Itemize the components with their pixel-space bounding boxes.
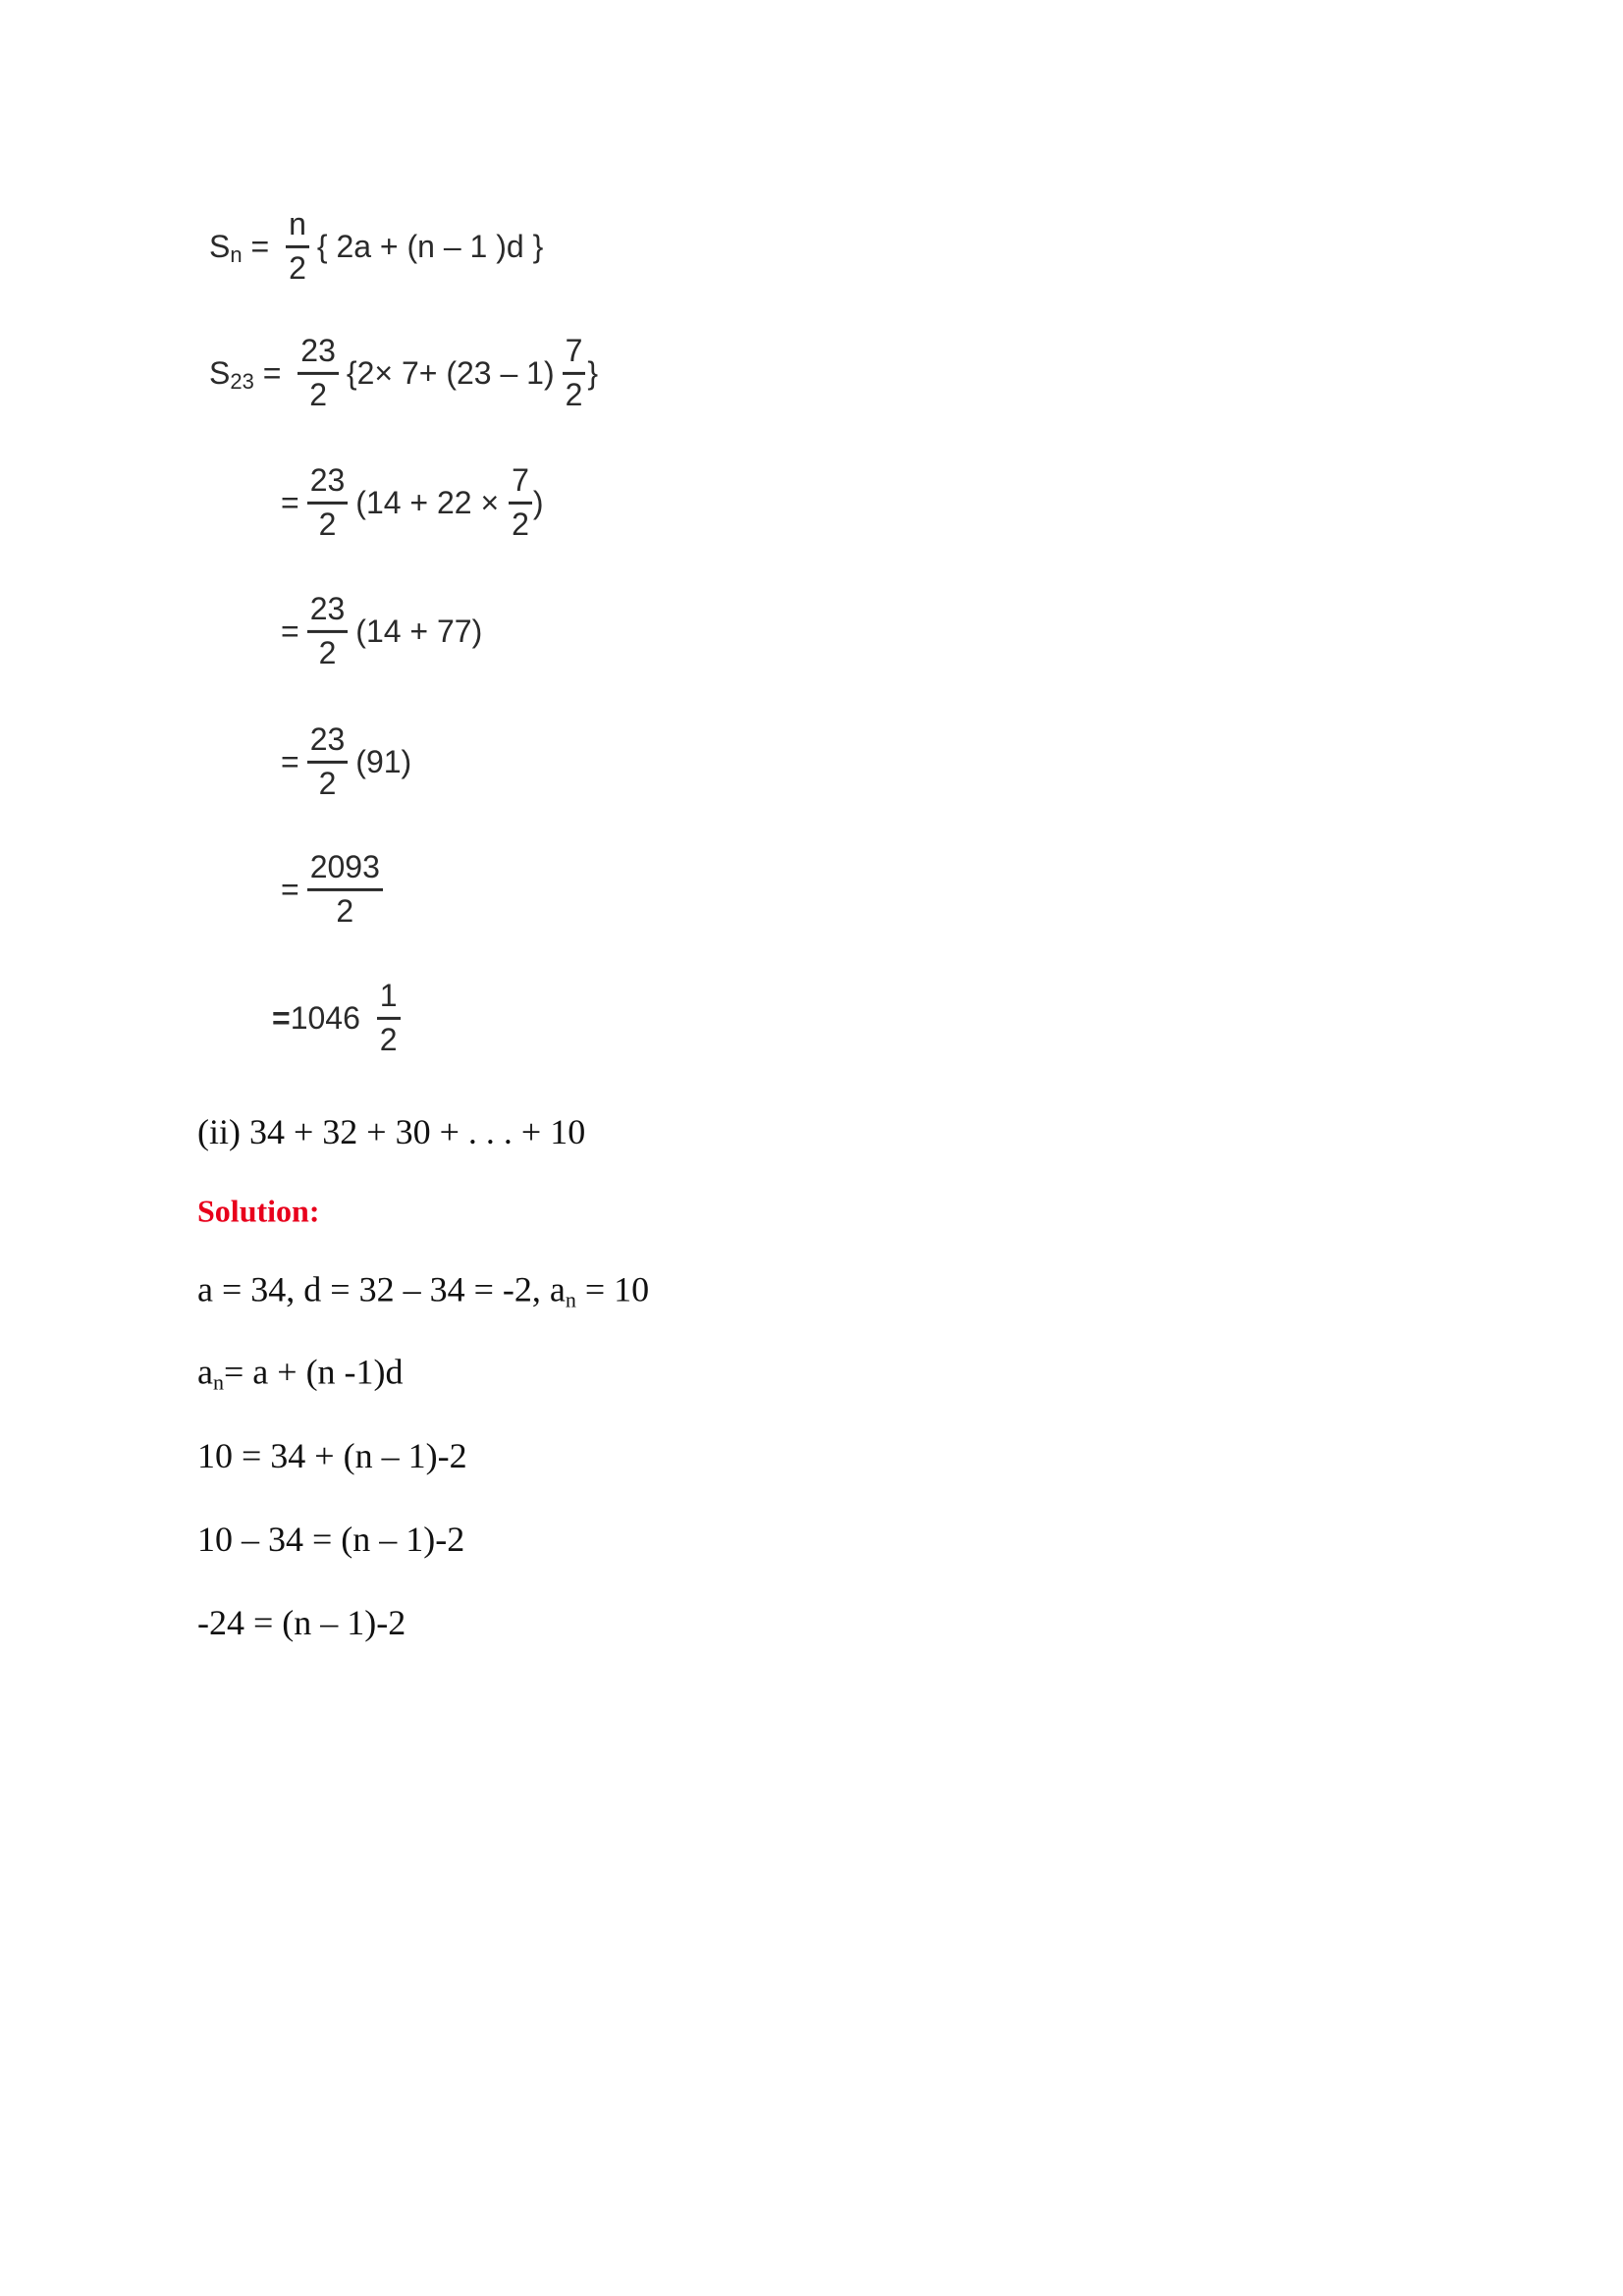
step-2 [281,590,483,670]
fraction [509,461,532,542]
denominator: 2 [318,765,337,801]
fraction-bar [307,761,349,764]
numerator: 1 [379,977,398,1013]
fraction [377,977,401,1057]
denominator: 2 [512,506,529,542]
step-4 [281,848,391,929]
expression: (14 + 77) [355,613,483,649]
equals: = [242,228,279,264]
fraction-bar [563,372,586,375]
equals: = [253,354,291,391]
denominator: 2 [318,506,337,542]
step-1 [281,461,544,542]
fraction-bar [377,1017,401,1020]
equals: = [281,484,299,520]
whole-number: 1046 [290,999,369,1036]
term: a [197,1352,213,1392]
fraction-bar [307,630,349,633]
fraction [307,723,349,800]
subscript: n [212,1369,224,1395]
question-ii: (ii) 34 + 32 + 30 + . . . + 10 [197,1112,586,1151]
fraction-bar [509,502,532,505]
denominator: 2 [309,376,327,412]
numerator: 23 [309,590,346,626]
numerator: 7 [565,332,583,368]
fraction-bar [286,245,309,248]
equals: = [281,613,299,649]
numerator: 23 [309,721,346,757]
fraction [286,205,309,286]
fraction-bar [307,888,383,891]
lhs-sub: 23 [230,369,254,394]
lhs: S [209,354,231,391]
denominator: 2 [379,1021,398,1057]
term-rest: = a + (n -1)d [223,1352,404,1392]
expression: { 2a + (n – 1 )d } [316,228,544,264]
step-3 [281,723,411,800]
expression: (91) [355,743,412,779]
numerator: 23 [309,461,346,498]
close-paren: ) [532,484,544,520]
equals: = [281,871,299,907]
numerator: n [289,205,306,241]
fraction [307,848,383,929]
lhs-sub: n [230,242,243,267]
nth-term-formula [197,1352,404,1396]
expression: (14 + 22 × [355,484,509,520]
fraction-bar [307,502,349,505]
fraction [307,590,349,670]
given-b: = 10 [575,1269,650,1309]
close-brace: } [587,354,599,391]
fraction [298,332,339,412]
numerator: 7 [512,461,529,498]
solution-label: Solution: [197,1193,320,1229]
equation-line: 10 = 34 + (n – 1)-2 [197,1436,467,1475]
numerator: 2093 [309,848,380,884]
expression: {2× 7+ (23 – 1) [346,354,555,391]
lhs: S [209,228,231,264]
formula-sn [209,205,544,286]
equals: = [281,743,299,779]
denominator: 2 [318,634,337,670]
given-a: a = 34, d = 32 – 34 = -2, a [197,1269,566,1309]
step-5-result [272,977,408,1057]
given-values [197,1269,649,1313]
denominator: 2 [289,249,306,286]
equals: = [272,999,291,1036]
equation-line: 10 – 34 = (n – 1)-2 [197,1520,465,1559]
fraction [307,461,349,542]
denominator: 2 [565,376,583,412]
subscript: n [565,1287,576,1312]
fraction-bar [298,372,339,375]
equation-line: -24 = (n – 1)-2 [197,1603,406,1642]
formula-s23 [209,332,599,412]
numerator: 23 [300,332,336,368]
fraction [563,332,586,412]
denominator: 2 [336,892,354,929]
